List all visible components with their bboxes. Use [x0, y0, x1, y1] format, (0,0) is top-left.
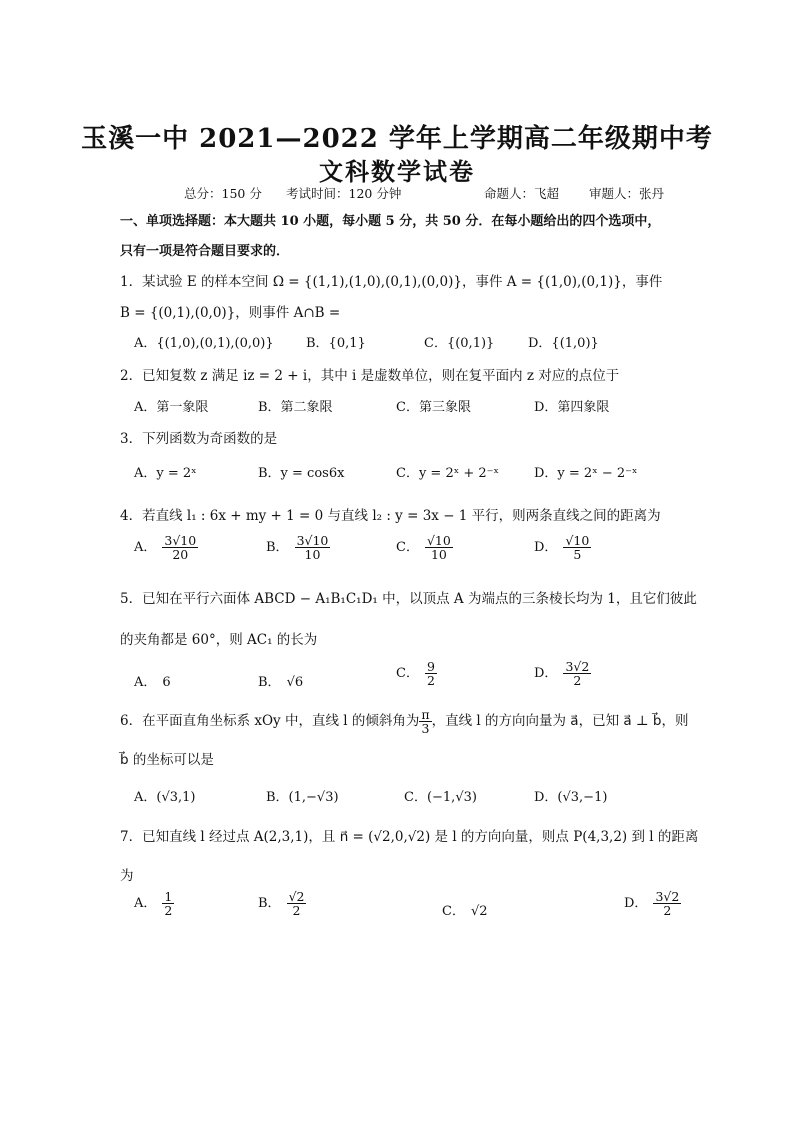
q7-option-b [258, 890, 306, 917]
q5-label-c: C． [396, 666, 419, 682]
q2-option-c: C．第三象限 [396, 400, 471, 415]
exam-title: 玉溪一中 2021—2022 学年上学期高二年级期中考 [81, 124, 713, 154]
q4-c-num: √10 [426, 533, 451, 548]
q3-option-b: B．y = cos6x [258, 466, 345, 481]
q1-option-d: D．{(1,0)} [528, 336, 599, 351]
question-2-stem: 2．已知复数 z 满足 iz = 2 + i，其中 i 是虚数单位，则在复平面内 z 对应的点位于 [120, 368, 620, 384]
q5-option-b [258, 671, 303, 690]
question-7-stem: 7．已知直线 l 经过点 A(2,3,1)，且 n⃗ = (√2,0,√2) 是 l 的方向向量，则点 P(4,3,2) 到 l 的距离 [120, 829, 699, 845]
q5-label-b: B． [258, 675, 281, 690]
exam-subtitle: 文科数学试卷 [319, 157, 475, 186]
q5-c-fraction [425, 660, 437, 687]
question-6-stem-cont: b⃗ 的坐标可以是 [120, 752, 214, 768]
q6-angle-den: 3 [421, 721, 430, 737]
q5-option-a [134, 671, 171, 690]
q4-d-num: √10 [565, 533, 590, 548]
q5-d-den: 2 [573, 673, 582, 689]
q6-angle-fraction [419, 708, 431, 735]
q4-label-c: C． [396, 540, 419, 556]
q7-d-num: 3√2 [655, 889, 680, 904]
question-5-stem: 5．已知在平行六面体 ABCD − A₁B₁C₁D₁ 中，以顶点 A 为端点的三条棱长均为 1，且它们彼此 [120, 591, 697, 607]
q4-b-fraction [295, 534, 331, 561]
q4-option-b [266, 534, 330, 561]
q3-option-c: C．y = 2ˣ + 2⁻ˣ [396, 466, 500, 481]
q7-a-num: 1 [164, 889, 173, 904]
q7-b-num: √2 [288, 889, 305, 904]
q2-option-b: B．第二象限 [258, 400, 333, 415]
reviewer: 审题人：张丹 [589, 186, 665, 201]
q6-option-b: B．(1,−√3) [266, 790, 339, 805]
section-instructions-line2: 只有一项是符合题目要求的． [120, 244, 290, 259]
q4-d-fraction [563, 534, 591, 561]
exam-time: 考试时间：120 分钟 [286, 186, 402, 201]
q4-a-fraction [162, 534, 198, 561]
author: 命题人：飞超 [484, 186, 560, 201]
q7-a-fraction [162, 890, 174, 917]
q4-c-den: 10 [430, 547, 447, 563]
q7-d-fraction [653, 890, 681, 917]
q5-d-fraction [563, 660, 591, 687]
q4-d-den: 5 [573, 547, 582, 563]
q4-c-fraction [425, 534, 453, 561]
q5-option-c [396, 660, 437, 687]
q1-option-a: A．{(1,0),(0,1),(0,0)} [134, 336, 274, 351]
question-6-stem [120, 708, 689, 735]
q4-option-d [534, 534, 591, 561]
q2-option-a: A．第一象限 [134, 400, 209, 415]
q6-option-d: D．(√3,−1) [534, 790, 608, 805]
q4-a-den: 20 [172, 547, 189, 563]
q6-option-c: C．(−1,√3) [404, 790, 477, 805]
question-4-stem: 4．若直线 l₁ : 6x + my + 1 = 0 与直线 l₂ : y = 3x − 1 平行，则两条直线之间的距离为 [120, 508, 661, 524]
total-score: 总分：150 分 [184, 186, 262, 201]
q5-label-a: A． [134, 675, 157, 690]
q7-label-d: D． [624, 896, 648, 912]
q6-stem-part2: ，直线 l 的方向向量为 a⃗，已知 a⃗ ⊥ b⃗，则 [431, 713, 689, 730]
q7-c-value: √2 [470, 904, 488, 919]
question-1-stem-cont: B = {(0,1),(0,0)}，则事件 A∩B = [120, 305, 341, 321]
q6-option-a: A．(√3,1) [134, 790, 196, 805]
q5-c-num: 9 [426, 659, 435, 674]
q4-b-den: 10 [304, 547, 321, 563]
question-1-stem: 1．某试验 E 的样本空间 Ω = {(1,1),(1,0),(0,1),(0,0)}，事件 A = {(1,0),(0,1)}，事件 [120, 274, 663, 290]
q7-option-d [624, 890, 681, 917]
q1-option-b: B．{0,1} [306, 336, 366, 351]
q1-option-c: C．{(0,1)} [424, 336, 495, 351]
q7-b-den: 2 [292, 903, 301, 919]
q5-b-value: √6 [286, 675, 304, 690]
q7-label-a: A． [134, 896, 157, 912]
q4-option-c [396, 534, 453, 561]
q6-angle-num: π [421, 707, 430, 722]
q4-a-num: 3√10 [164, 533, 197, 548]
q4-option-a [134, 534, 198, 561]
q2-option-d: D．第四象限 [534, 400, 610, 415]
q6-stem-part1: 6．在平面直角坐标系 xOy 中，直线 l 的倾斜角为 [120, 713, 420, 730]
q7-label-c: C． [442, 904, 465, 919]
q4-label-d: D． [534, 540, 558, 556]
q4-label-b: B． [266, 540, 289, 556]
q7-option-a [134, 890, 174, 917]
q7-a-den: 2 [164, 903, 173, 919]
question-7-stem-cont: 为 [120, 868, 134, 884]
q3-option-d: D．y = 2ˣ − 2⁻ˣ [534, 466, 638, 481]
q7-b-fraction [287, 890, 307, 917]
q7-option-c [442, 900, 488, 919]
q5-a-value: 6 [162, 675, 171, 690]
q5-d-num: 3√2 [565, 659, 590, 674]
section-instructions-line1: 一、单项选择题：本大题共 10 小题，每小题 5 分，共 50 分．在每小题给出的四个选项中， [120, 214, 661, 229]
q3-option-a: A．y = 2ˣ [134, 466, 197, 481]
q4-b-num: 3√10 [296, 533, 329, 548]
q5-option-d [534, 660, 591, 687]
question-5-stem-cont: 的夹角都是 60°，则 AC₁ 的长为 [120, 632, 318, 648]
q7-d-den: 2 [663, 903, 672, 919]
q5-label-d: D． [534, 666, 558, 682]
q5-c-den: 2 [426, 673, 435, 689]
question-3-stem: 3．下列函数为奇函数的是 [120, 431, 278, 447]
q7-label-b: B． [258, 896, 281, 912]
q4-label-a: A． [134, 540, 157, 556]
